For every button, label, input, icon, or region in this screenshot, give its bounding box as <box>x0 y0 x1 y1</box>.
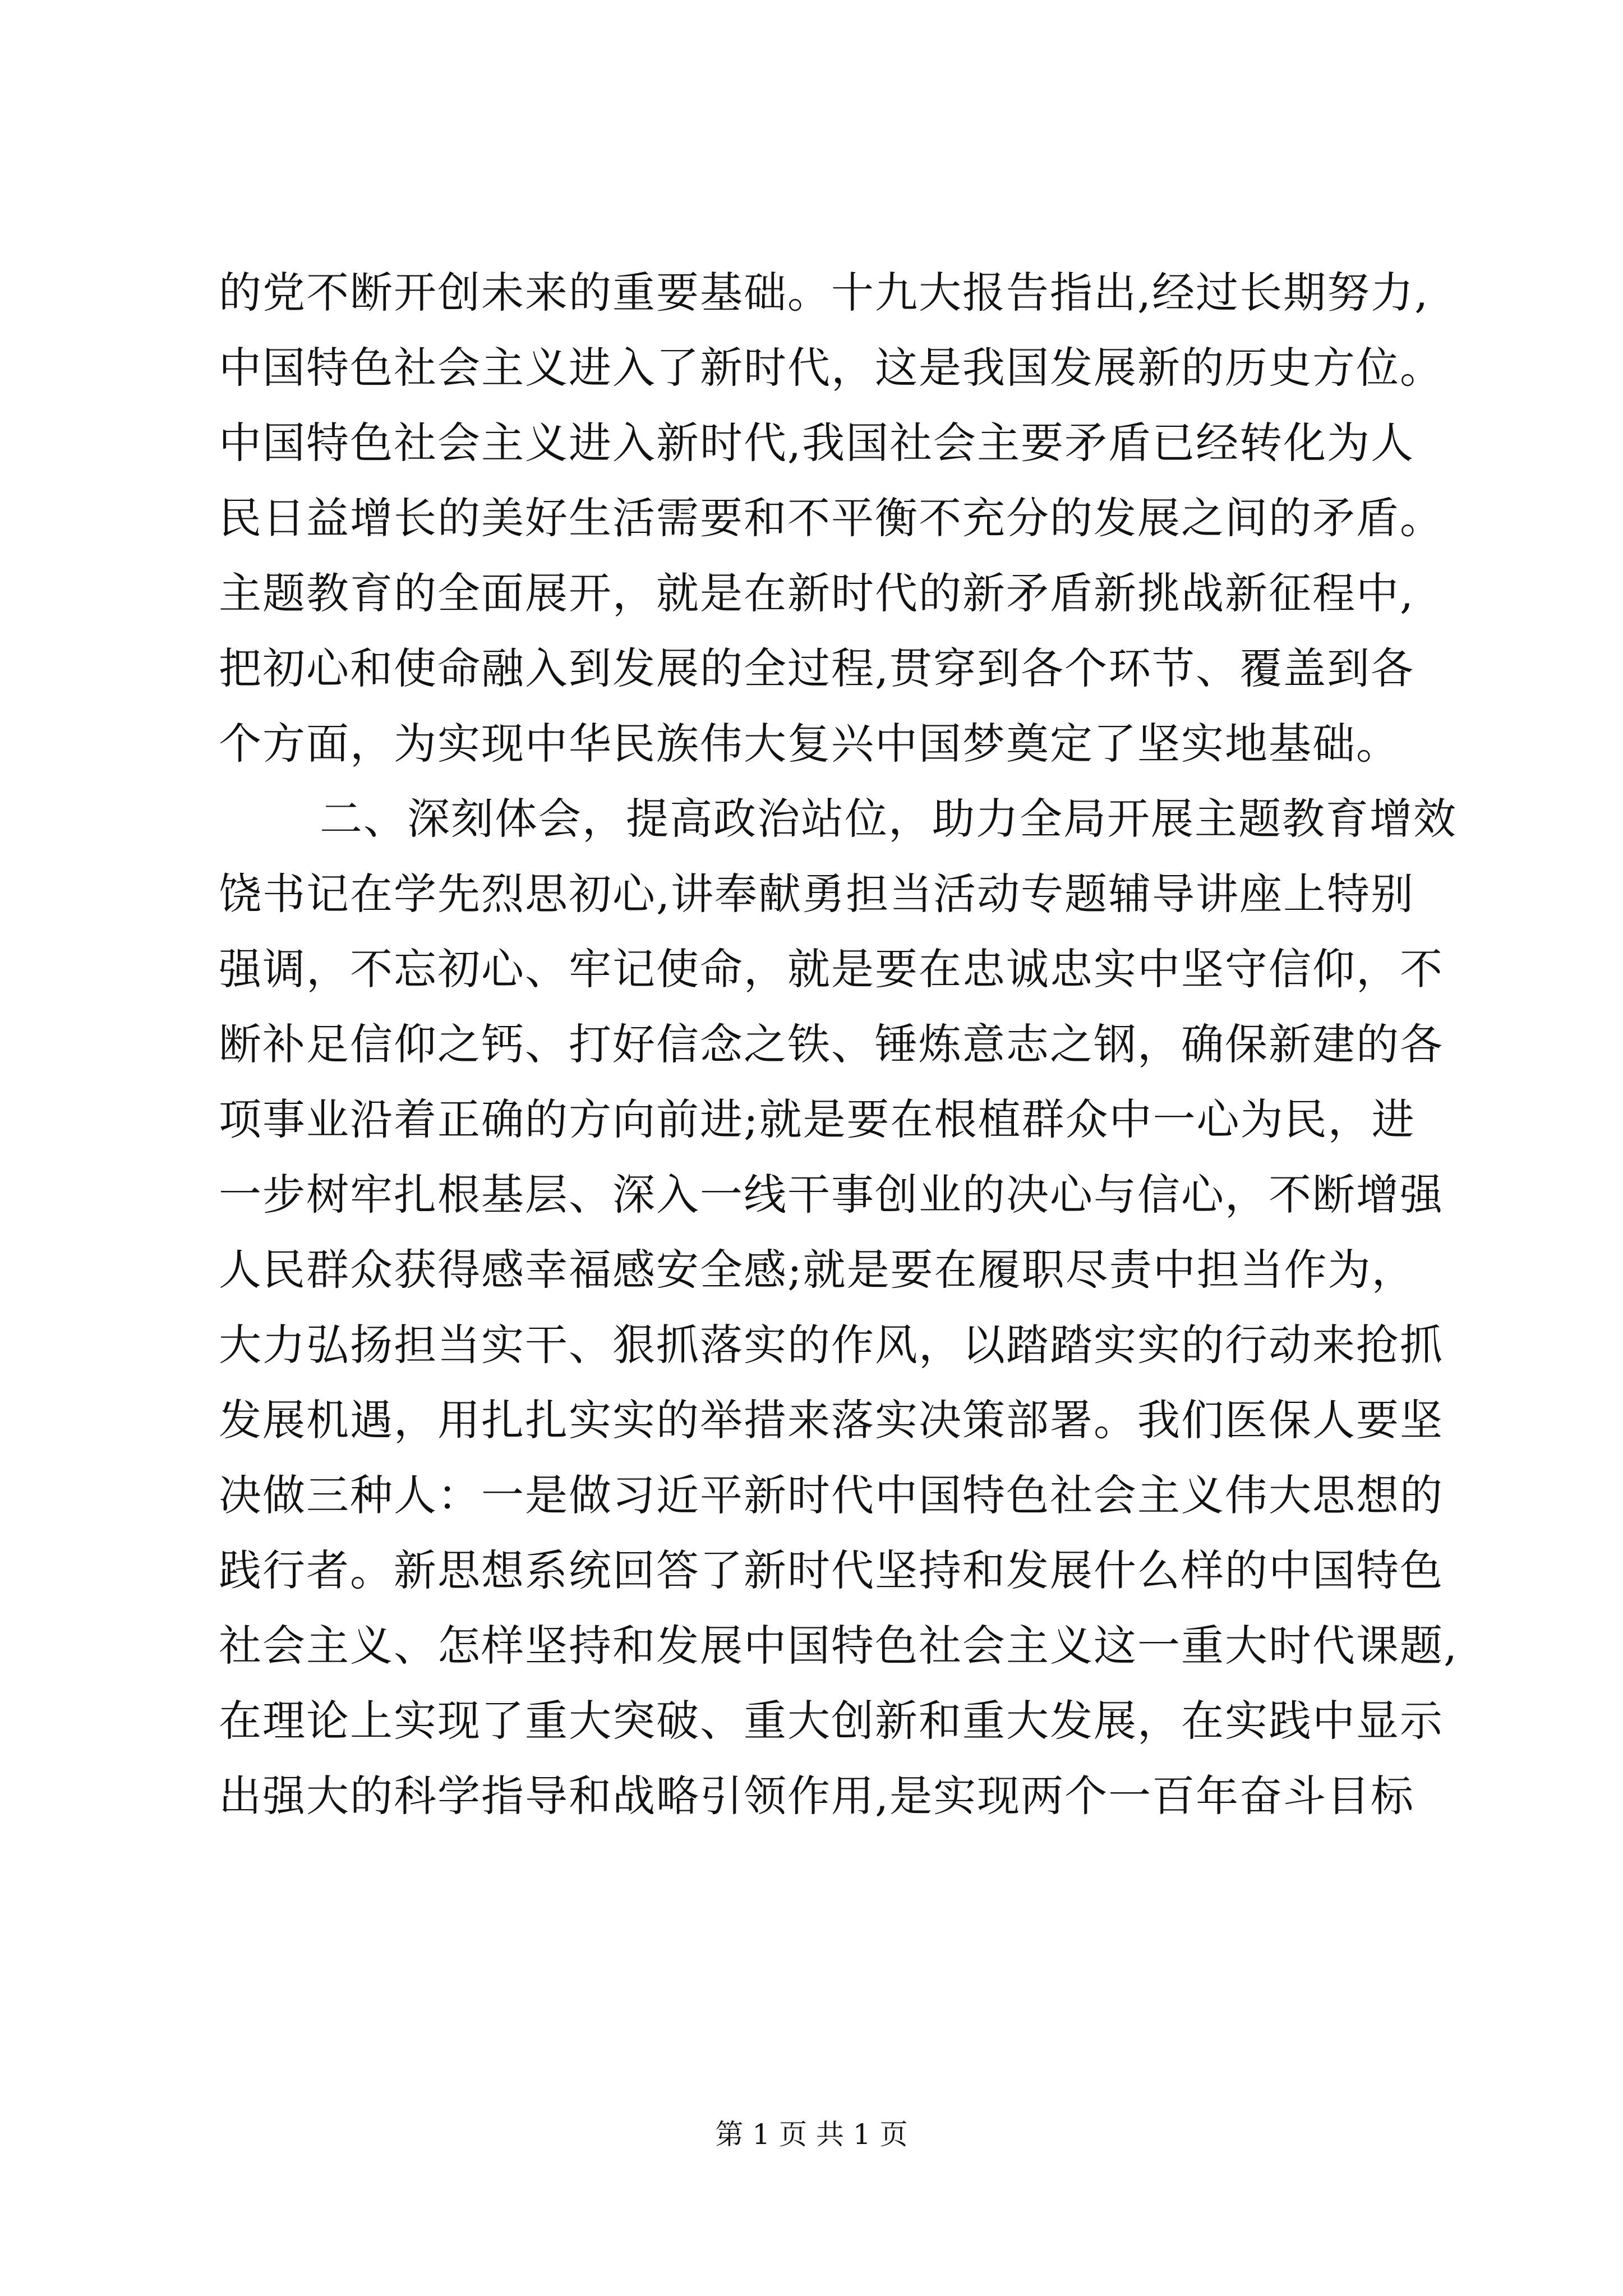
text-line: 发展机遇，用扎扎实实的举措来落实决策部署。我们医保人要坚 <box>219 1395 1444 1445</box>
text-line: 强调，不忘初心、牢记使命，就是要在忠诚忠实中坚守信仰，不 <box>219 944 1444 994</box>
text-line: 项事业沿着正确的方向前进;就是要在根植群众中一心为民，进 <box>219 1094 1415 1144</box>
text-line: 饶书记在学先烈思初心,讲奉献勇担当活动专题辅导讲座上特别 <box>219 869 1415 919</box>
text-line: 人民群众获得感幸福感安全感;就是要在履职尽责中担当作为， <box>219 1245 1415 1295</box>
text-line: 在理论上实现了重大突破、重大创新和重大发展，在实践中显示 <box>219 1696 1444 1746</box>
text-line: 一步树牢扎根基层、深入一线干事创业的决心与信心，不断增强 <box>219 1170 1444 1220</box>
text-line: 断补足信仰之钙、打好信念之铁、锤炼意志之钢，确保新建的各 <box>219 1019 1444 1069</box>
text-line: 社会主义、怎样坚持和发展中国特色社会主义这一重大时代课题, <box>219 1621 1459 1671</box>
text-line: 中国特色社会主义进入了新时代，这是我国发展新的历史方位。 <box>219 343 1444 393</box>
section-heading: 二、深刻体会，提高政治站位，助力全局开展主题教育增效 <box>320 794 1457 844</box>
text-line: 个方面，为实现中华民族伟大复兴中国梦奠定了坚实地基础。 <box>219 719 1400 769</box>
text-line: 的党不断开创未来的重要基础。十九大报告指出,经过长期努力, <box>219 268 1430 318</box>
text-line: 中国特色社会主义进入新时代,我国社会主要矛盾已经转化为人 <box>219 418 1415 468</box>
text-line: 民日益增长的美好生活需要和不平衡不充分的发展之间的矛盾。 <box>219 493 1444 543</box>
text-line: 践行者。新思想系统回答了新时代坚持和发展什么样的中国特色 <box>219 1545 1444 1595</box>
text-line: 决做三种人：一是做习近平新时代中国特色社会主义伟大思想的 <box>219 1470 1444 1520</box>
text-line: 把初心和使命融入到发展的全过程,贯穿到各个环节、覆盖到各 <box>219 643 1415 693</box>
body-text <box>219 255 1459 1834</box>
page-number-footer: 第 1 页 共 1 页 <box>715 2118 908 2151</box>
text-line: 大力弘扬担当实干、狠抓落实的作风，以踏踏实实的行动来抢抓 <box>219 1320 1444 1370</box>
text-line: 出强大的科学指导和战略引领作用,是实现两个一百年奋斗目标 <box>219 1771 1415 1821</box>
text-line: 主题教育的全面展开，就是在新时代的新矛盾新挑战新征程中, <box>219 568 1415 618</box>
